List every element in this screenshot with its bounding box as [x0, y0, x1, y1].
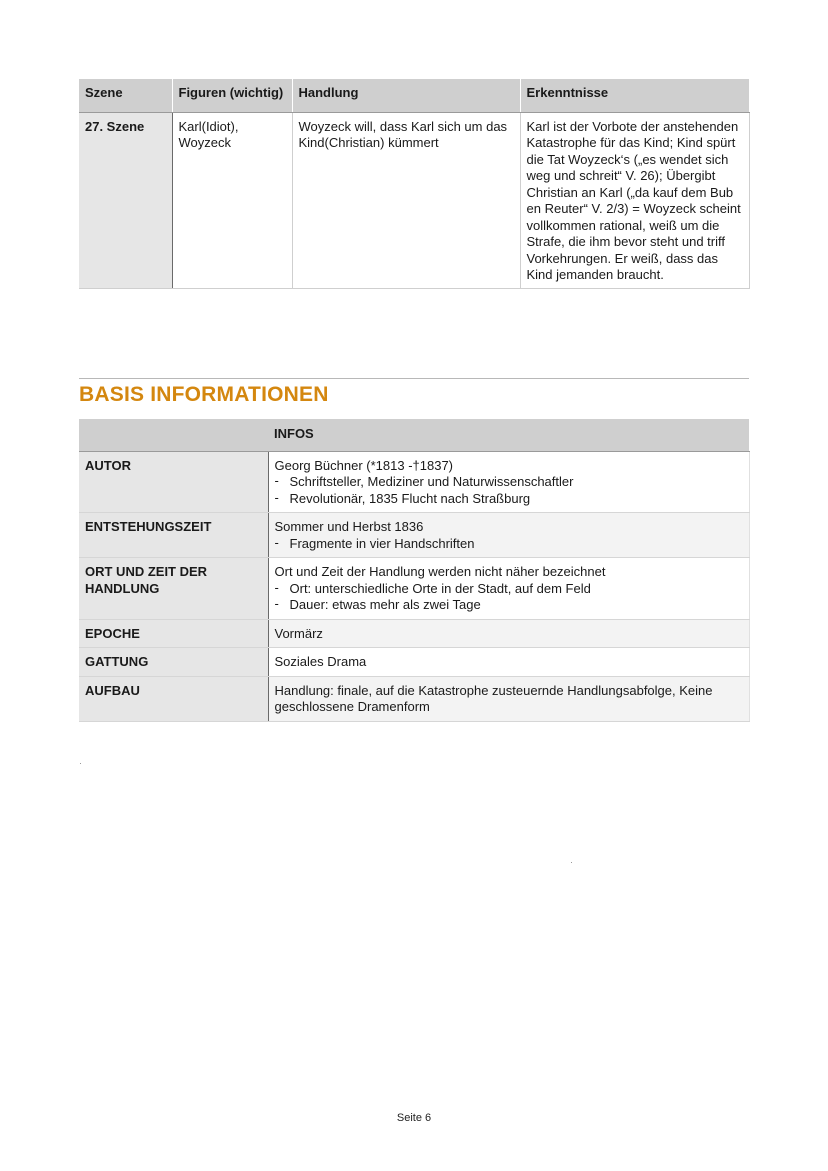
- table-row: [79, 619, 749, 648]
- scene-plot: Woyzeck will, dass Karl sich um das Kind(Christian) kümmert: [292, 112, 520, 288]
- scene-insights: Karl ist der Vorbote der anstehenden Katastrophe für das Kind; Kind spürt die Tat Woyzeck‘s („es wendet sich weg und schreit“ V. 26); Übergibt Christian an Karl („da kauf dem Bub en Reuter“ V. 2/3) = Woyzeck scheint vollkommen rational, weiß um die Strafe, die ihm bevor steht und triff Vorkehrungen. Er weiß, dass das Kind jemanden braucht.: [520, 112, 749, 288]
- bullet-item: [275, 491, 743, 508]
- section-divider: [79, 378, 749, 379]
- info-value: [268, 676, 749, 721]
- header-szene: Szene: [79, 79, 172, 112]
- header-infos: INFOS: [268, 419, 749, 451]
- info-text: Ort und Zeit der Handlung werden nicht näher bezeichnet: [274, 564, 606, 579]
- scene-table: [79, 79, 750, 289]
- info-table-header-row: [79, 419, 749, 451]
- bullet-text: Revolutionär, 1835 Flucht nach Straßburg: [289, 490, 531, 506]
- bullet-dash-icon: -: [274, 473, 279, 488]
- bullet-item: [275, 474, 743, 491]
- info-table-body: [79, 451, 749, 721]
- bullet-text: Ort: unterschiedliche Orte in der Stadt, auf dem Feld: [289, 580, 591, 596]
- bullet-text: Fragmente in vier Handschriften: [289, 535, 475, 551]
- scan-speck: [80, 763, 81, 764]
- bullet-list: [275, 536, 743, 553]
- scan-speck: [571, 862, 572, 863]
- bullet-dash-icon: -: [274, 596, 279, 611]
- header-figuren: Figuren (wichtig): [172, 79, 292, 112]
- header-erkenntnisse: Erkenntnisse: [520, 79, 749, 112]
- info-text: Soziales Drama: [274, 654, 367, 669]
- info-label: EPOCHE: [79, 619, 268, 648]
- info-text: Georg Büchner (*1813 -†1837): [274, 457, 454, 473]
- bullet-list: [275, 581, 743, 614]
- info-label: GATTUNG: [79, 648, 268, 677]
- info-text: Vormärz: [274, 625, 323, 641]
- info-value: [268, 558, 749, 620]
- info-label: ORT UND ZEIT DER HANDLUNG: [79, 558, 268, 620]
- table-row: [79, 112, 749, 288]
- info-label: AUFBAU: [79, 676, 268, 721]
- scene-figures: Karl(Idiot), Woyzeck: [172, 112, 292, 288]
- info-text: Sommer und Herbst 1836: [274, 519, 424, 534]
- scene-table-header-row: [79, 79, 749, 112]
- header-blank: [79, 419, 268, 451]
- table-row: [79, 676, 749, 721]
- table-row: [79, 451, 749, 513]
- table-row: [79, 558, 749, 620]
- section-title: BASIS INFORMATIONEN: [79, 383, 329, 406]
- table-row: [79, 513, 749, 558]
- bullet-dash-icon: -: [274, 534, 279, 550]
- info-table: [79, 419, 750, 722]
- scene-number: 27. Szene: [79, 112, 172, 288]
- table-row: [79, 648, 749, 677]
- header-handlung: Handlung: [292, 79, 520, 112]
- bullet-text: Dauer: etwas mehr als zwei Tage: [289, 597, 481, 612]
- bullet-text: Schriftsteller, Mediziner und Naturwissenschaftler: [289, 474, 574, 489]
- bullet-list: [275, 474, 743, 507]
- info-value: [268, 513, 749, 558]
- bullet-item: [275, 597, 743, 614]
- bullet-item: [275, 536, 743, 553]
- bullet-item: [275, 581, 743, 598]
- info-value: [268, 648, 749, 677]
- page-number: Seite 6: [396, 1112, 432, 1124]
- bullet-dash-icon: -: [274, 489, 279, 505]
- info-value: [268, 619, 749, 648]
- bullet-dash-icon: -: [274, 579, 279, 595]
- info-value: [268, 451, 749, 513]
- info-label: ENTSTEHUNGSZEIT: [79, 513, 268, 558]
- info-text: Handlung: finale, auf die Katastrophe zusteuernde Handlungsabfolge, Keine geschlossene Dramenform: [274, 682, 713, 714]
- info-label: AUTOR: [79, 451, 268, 513]
